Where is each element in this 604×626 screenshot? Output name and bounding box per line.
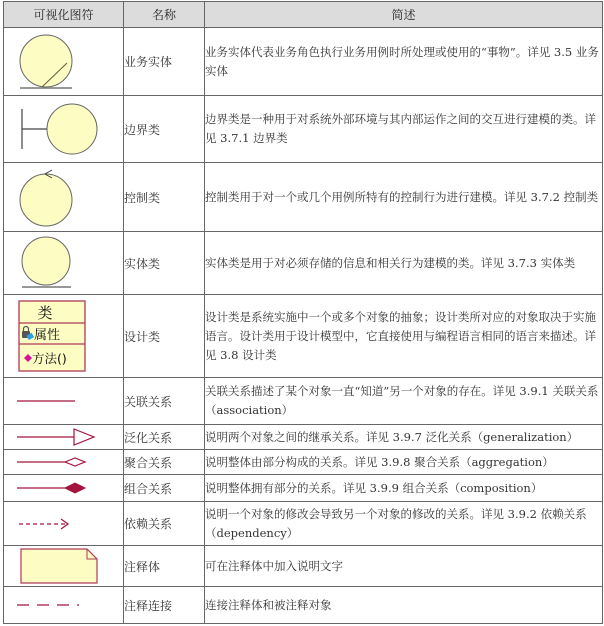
symbol-description: 说明整体由部分构成的关系。详见 3.9.8 聚合关系（aggregation）	[205, 450, 603, 475]
symbol-description: 连接注释体和被注释对象	[205, 587, 603, 624]
generalization-arrow-icon	[9, 426, 119, 448]
symbol-name: 聚合关系	[124, 450, 205, 475]
symbol-name: 控制类	[124, 163, 205, 232]
table-row	[4, 425, 603, 450]
symbol-description: 业务实体代表业务角色执行业务用例时所处理或使用的“事物”。详见 3.5 业务实体	[205, 28, 603, 96]
symbol-description: 说明两个对象之间的继承关系。详见 3.9.7 泛化关系（generalization）	[205, 425, 603, 450]
dependency-arrow-icon	[9, 515, 119, 533]
symbol-description: 关联关系描述了某个对象一直“知道”另一个对象的存在。详见 3.9.1 关联关系（association）	[205, 378, 603, 425]
symbol-name: 设计类	[124, 295, 205, 378]
header-name: 名称	[124, 2, 205, 28]
table-header-row	[4, 2, 603, 28]
header-symbol: 可视化图符	[4, 2, 124, 28]
symbol-name: 业务实体	[124, 28, 205, 96]
symbol-description: 设计类是系统实施中一个或多个对象的抽象；设计类所对应的对象取决于实施语言。设计类用于设计模型中，它直接使用与编程语言相同的语言来描述。详见 3.8 设计类	[205, 295, 603, 378]
table-row	[4, 28, 603, 96]
note-icon	[9, 547, 119, 585]
table-row	[4, 450, 603, 475]
header-description: 简述	[205, 2, 603, 28]
symbol-name: 泛化关系	[124, 425, 205, 450]
symbol-description: 边界类是一种用于对系统外部环境与其内部运作之间的交互进行建模的类。详见 3.7.1 边界类	[205, 96, 603, 163]
entity-class-icon	[9, 233, 119, 293]
symbol-name: 组合关系	[124, 475, 205, 502]
aggregation-diamond-icon	[9, 454, 119, 470]
symbol-description: 说明一个对象的修改会导致另一个对象的修改的关系。详见 3.9.2 依赖关系（dependency）	[205, 502, 603, 546]
business-entity-icon	[9, 29, 119, 95]
symbol-name: 边界类	[124, 96, 205, 163]
symbol-description: 控制类用于对一个或几个用例所特有的控制行为进行建模。详见 3.7.2 控制类	[205, 163, 603, 232]
class-method: 方法()	[31, 351, 67, 366]
symbol-description: 实体类是用于对必须存储的信息和相关行为建模的类。详见 3.7.3 实体类	[205, 232, 603, 295]
association-line-icon	[9, 391, 119, 411]
symbol-name: 实体类	[124, 232, 205, 295]
symbol-name: 关联关系	[124, 378, 205, 425]
boundary-class-icon	[9, 97, 119, 161]
symbol-name: 注释体	[124, 546, 205, 587]
symbol-name: 依赖关系	[124, 502, 205, 546]
symbol-description: 说明整体拥有部分的关系。详见 3.9.9 组合关系（composition）	[205, 475, 603, 502]
class-attribute: 属性	[33, 328, 60, 343]
table-row	[4, 295, 603, 378]
symbol-description: 可在注释体中加入说明文字	[205, 546, 603, 587]
control-class-icon	[9, 164, 119, 230]
table-row	[4, 502, 603, 546]
symbol-name: 注释连接	[124, 587, 205, 624]
note-link-icon	[9, 598, 119, 612]
table-row	[4, 96, 603, 163]
table-row	[4, 475, 603, 502]
table-row	[4, 163, 603, 232]
design-class-icon	[9, 298, 119, 374]
class-title: 类	[36, 304, 53, 322]
composition-diamond-icon	[9, 480, 119, 496]
table-row	[4, 378, 603, 425]
table-row	[4, 546, 603, 587]
table-row	[4, 587, 603, 624]
table-row	[4, 232, 603, 295]
uml-symbol-table	[3, 1, 603, 624]
